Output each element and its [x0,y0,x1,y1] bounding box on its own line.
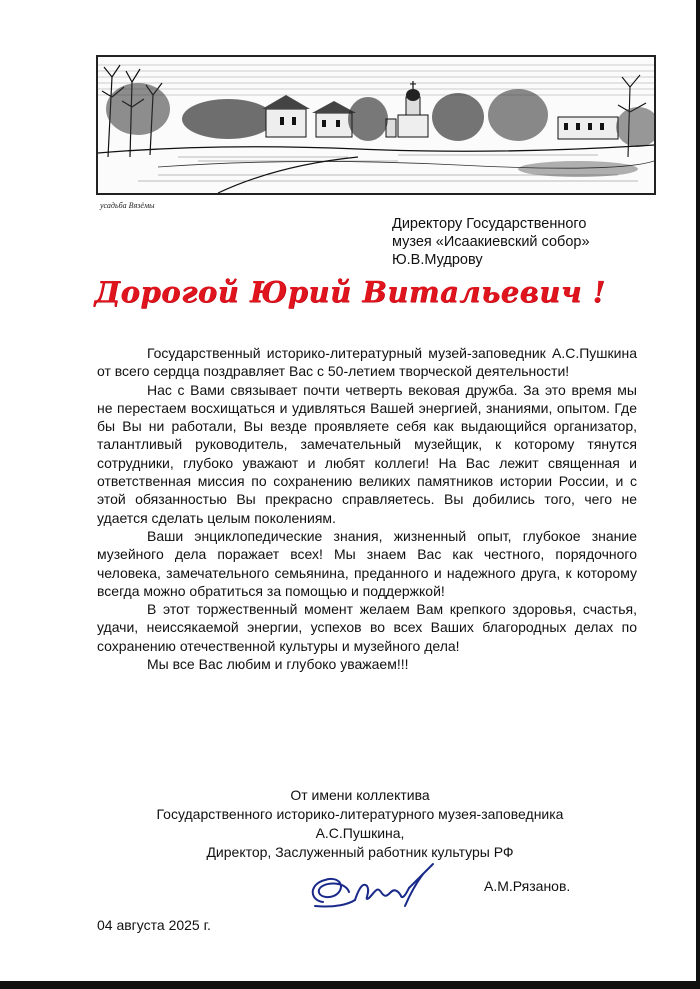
sign-line: От имени коллектива [290,787,430,803]
addressee-name: Ю.В.Мудрову [392,252,483,268]
body-paragraph: Государственный историко-литературный музей-заповедник А.С.Пушкина от всего сердца поздравляет Вас с 50-летием творческой деятельности! [97,345,637,380]
body-paragraph: Мы все Вас любим и глубоко уважаем!!! [147,656,409,673]
addressee-line: Директору Государственного [392,216,587,232]
signature-block [100,786,620,862]
sign-line: Государственного историко-литературного музея-заповедника [156,806,564,822]
salutation-heading: Дорогой Юрий Витальевич ! [94,275,606,309]
signer-name: А.М.Рязанов. [484,878,571,894]
body-paragraph: Нас с Вами связывает почти четверть вековая дружба. За это время мы не перестаем восхищаться и удивляться Вашей энергией, знаниями, опытом. Где бы Вы ни работали, Вы везде проявляете себя как выдающийся организатор, талантливый руководитель, замечательный музейщик, к которому тянутся сотрудники, глубоко уважают и любят коллеги! На Вас лежит священная и ответственная миссия по сохранению великих памятников истории России, и с этой обязанностью Вы прекрасно справляетесь. Вы добились того, чего не удается сделать целым поколениям. [97,381,637,526]
engraving-caption: усадьба Вязёмы [100,201,155,210]
body-paragraph: Ваши энциклопедические знания, жизненный опыт, глубокое знание музейного дела поражает всех! Мы знаем Вас как честного, порядочного человека, замечательного семьянина, преданного и надежного друга, к которому всегда можно обратиться за помощью и поддержкой! [97,527,637,599]
handwritten-signature [305,862,445,927]
body-paragraph: В этот торжественный момент желаем Вам крепкого здоровья, счастья, удачи, неиссякаемой энергии, успехов во всех Ваших благородных делах по сохранению отечественной культуры и музейного дела! [97,601,637,654]
addressee-block [392,215,692,269]
sign-line: Директор, Заслуженный работник культуры РФ [206,844,514,860]
sign-line: А.С.Пушкина, [315,825,405,841]
letter-body [97,344,637,673]
scan-edge-bottom [0,981,700,989]
estate-engraving [96,55,656,195]
addressee-line: музея «Исаакиевский собор» [392,234,590,250]
scan-edge-right [696,0,700,989]
letter-date: 04 августа 2025 г. [97,917,211,933]
